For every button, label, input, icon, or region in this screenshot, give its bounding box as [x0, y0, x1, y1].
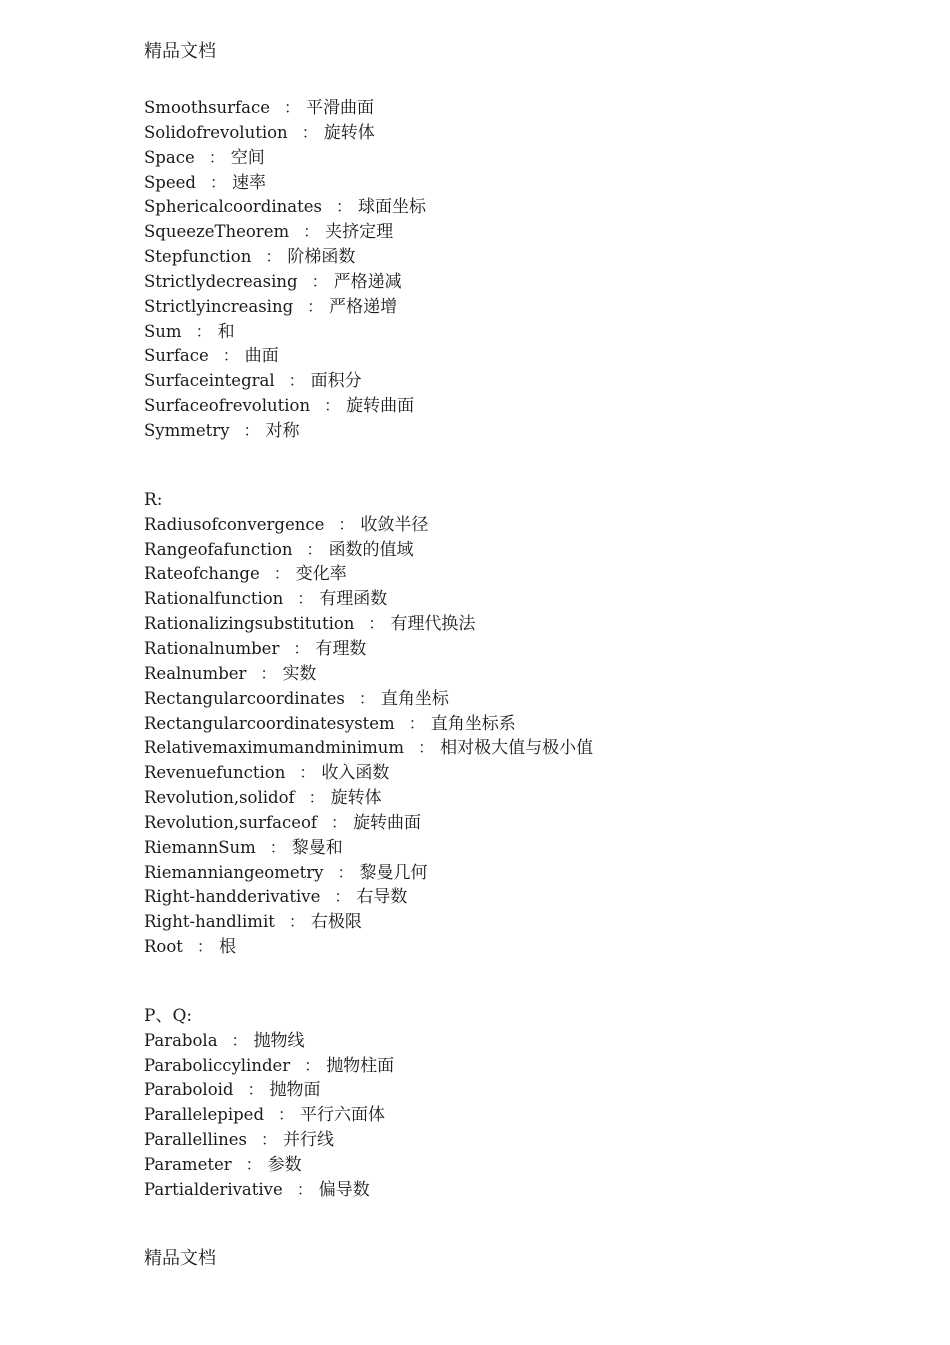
- entry-meaning: 速率: [231, 172, 266, 193]
- entry-separator: ：: [284, 98, 301, 117]
- entry-term: Symmetry: [144, 420, 230, 440]
- glossary-entry: [144, 761, 844, 786]
- glossary-entry: [144, 171, 844, 196]
- entry-separator: ：: [260, 663, 277, 683]
- entry-separator: ：: [222, 346, 239, 366]
- entry-meaning: 直角坐标系: [430, 713, 516, 734]
- section-title: P、Q:: [144, 1006, 193, 1026]
- entry-separator: ：: [296, 1179, 313, 1199]
- entry-term: Speed: [144, 172, 196, 192]
- entry-meaning: 并行线: [282, 1130, 334, 1151]
- entry-term: Surfaceofrevolution: [144, 396, 311, 416]
- glossary-entry: [144, 736, 844, 761]
- entry-separator: ：: [293, 639, 310, 659]
- entry-meaning: 函数的值域: [328, 539, 414, 560]
- entry-meaning: 有理代换法: [390, 614, 476, 635]
- entry-term: Rangeofafunction: [144, 539, 293, 559]
- glossary-entry: [144, 195, 844, 220]
- glossary-entry: [144, 587, 844, 612]
- entry-separator: ：: [231, 1030, 248, 1050]
- entry-separator: ：: [247, 1080, 264, 1100]
- glossary-section-pq: [144, 1004, 844, 1203]
- entry-term: RiemannSum: [144, 837, 256, 857]
- entry-term: Strictlyincreasing: [144, 296, 294, 316]
- glossary-entry: [144, 562, 844, 587]
- entry-separator: ：: [311, 271, 328, 291]
- glossary-entry: [144, 270, 844, 295]
- glossary-entry: [144, 712, 844, 737]
- glossary-entry: [144, 295, 844, 320]
- entry-term: Surfaceintegral: [144, 371, 275, 391]
- entry-term: Parallelepiped: [144, 1105, 265, 1125]
- entry-separator: ：: [337, 862, 354, 882]
- glossary-section-r: [144, 488, 844, 960]
- entry-meaning: 平行六面体: [300, 1105, 386, 1126]
- entry-meaning: 空间: [230, 147, 265, 168]
- glossary-entry: [144, 836, 844, 861]
- entry-separator: ：: [273, 564, 290, 584]
- entry-separator: ：: [418, 738, 435, 758]
- entry-meaning: 严格递增: [329, 296, 398, 317]
- glossary-entry: [144, 394, 844, 419]
- glossary-entry: [144, 121, 844, 146]
- glossary-entry: [144, 245, 844, 270]
- entry-meaning: 和: [217, 321, 235, 342]
- glossary-entry: [144, 687, 844, 712]
- entry-meaning: 黎曼几何: [359, 862, 428, 883]
- glossary-entry: [144, 1054, 844, 1079]
- entry-separator: ：: [297, 589, 314, 609]
- entry-meaning: 旋转体: [330, 788, 382, 809]
- entry-separator: ：: [260, 1130, 277, 1150]
- glossary-entry: [144, 811, 844, 836]
- entry-meaning: 黎曼和: [291, 837, 343, 858]
- entry-meaning: 旋转曲面: [346, 396, 415, 417]
- entry-meaning: 有理数: [315, 639, 367, 660]
- entry-term: Surface: [144, 346, 209, 366]
- entry-term: Sphericalcoordinates: [144, 197, 322, 217]
- entry-separator: ：: [245, 1155, 262, 1175]
- entry-term: Rateofchange: [144, 564, 260, 584]
- glossary-entry: [144, 513, 844, 538]
- entry-meaning: 抛物柱面: [326, 1055, 395, 1076]
- glossary-entry: [144, 538, 844, 563]
- glossary-entry: [144, 612, 844, 637]
- entry-separator: ：: [278, 1105, 295, 1125]
- glossary-entry: [144, 786, 844, 811]
- entry-separator: ：: [243, 420, 260, 440]
- entry-term: Strictlydecreasing: [144, 271, 298, 291]
- entry-meaning: 直角坐标: [380, 688, 449, 709]
- entry-separator: ：: [299, 763, 316, 783]
- entry-meaning: 平滑曲面: [306, 98, 375, 118]
- entry-separator: ：: [368, 614, 385, 634]
- entry-separator: ：: [269, 837, 286, 857]
- entry-separator: ：: [408, 713, 425, 733]
- glossary-entry: [144, 885, 844, 910]
- entry-meaning: 变化率: [295, 564, 347, 585]
- entry-meaning: 抛物线: [253, 1030, 305, 1051]
- entry-separator: ：: [335, 197, 352, 217]
- entry-term: Paraboloid: [144, 1080, 234, 1100]
- entry-meaning: 对称: [265, 420, 300, 441]
- entry-term: Rectangularcoordinates: [144, 688, 345, 708]
- entry-separator: ：: [303, 222, 320, 242]
- entry-term: Partialderivative: [144, 1179, 283, 1199]
- entry-term: Sum: [144, 321, 182, 341]
- glossary-entry: [144, 1103, 844, 1128]
- entry-separator: ：: [306, 539, 323, 559]
- entry-term: SqueezeTheorem: [144, 222, 290, 242]
- entry-term: Rectangularcoordinatesystem: [144, 713, 395, 733]
- glossary-entry: [144, 1178, 844, 1203]
- entry-meaning: 实数: [282, 663, 317, 684]
- entry-meaning: 夹挤定理: [325, 222, 394, 243]
- entry-meaning: 旋转曲面: [353, 812, 422, 833]
- entry-separator: ：: [301, 122, 318, 142]
- entry-term: Revolution,surfaceof: [144, 812, 318, 832]
- entry-separator: ：: [358, 688, 375, 708]
- entry-meaning: 抛物面: [269, 1080, 321, 1101]
- entry-separator: ：: [308, 788, 325, 808]
- entry-meaning: 曲面: [244, 346, 279, 367]
- entry-term: Realnumber: [144, 663, 247, 683]
- entry-meaning: 收入函数: [321, 763, 390, 784]
- entry-term: Revenuefunction: [144, 763, 286, 783]
- glossary-entry: [144, 320, 844, 345]
- entry-term: Riemanniangeometry: [144, 862, 324, 882]
- entry-separator: ：: [288, 912, 305, 932]
- entry-separator: ：: [265, 247, 282, 267]
- entry-meaning: 根: [218, 937, 236, 958]
- entry-term: Paraboliccylinder: [144, 1055, 291, 1075]
- entry-term: Stepfunction: [144, 247, 252, 267]
- glossary-entry: [144, 662, 844, 687]
- entry-term: Relativemaximumandminimum: [144, 738, 405, 758]
- page-header: 精品文档: [144, 41, 216, 62]
- entry-separator: ：: [208, 147, 225, 167]
- glossary-entry: [144, 344, 844, 369]
- entry-separator: ：: [324, 396, 341, 416]
- entry-term: Parameter: [144, 1155, 232, 1175]
- entry-separator: ：: [304, 1055, 321, 1075]
- glossary-entry: [144, 369, 844, 394]
- entry-term: Rationalizingsubstitution: [144, 614, 355, 634]
- entry-separator: ：: [338, 514, 355, 534]
- glossary-entry: [144, 935, 844, 960]
- entry-term: Radiusofconvergence: [144, 514, 325, 534]
- entry-meaning: 参数: [267, 1155, 302, 1176]
- glossary-entry: [144, 220, 844, 245]
- entry-term: Rationalnumber: [144, 639, 280, 659]
- entry-separator: ：: [196, 937, 213, 957]
- entry-term: Solidofrevolution: [144, 122, 288, 142]
- entry-meaning: 面积分: [310, 371, 362, 392]
- entry-meaning: 球面坐标: [357, 197, 426, 218]
- glossary-section-s: [144, 96, 844, 444]
- glossary-entry: [144, 146, 844, 171]
- page-footer: 精品文档: [144, 1248, 216, 1269]
- entry-term: Root: [144, 937, 183, 957]
- entry-term: Parabola: [144, 1030, 218, 1050]
- entry-meaning: 右极限: [310, 912, 362, 933]
- glossary-entry: [144, 1029, 844, 1054]
- entry-separator: ：: [209, 172, 226, 192]
- entry-separator: ：: [307, 296, 324, 316]
- entry-separator: ：: [288, 371, 305, 391]
- glossary-entry: [144, 1153, 844, 1178]
- entry-meaning: 阶梯函数: [287, 247, 356, 268]
- entry-meaning: 偏导数: [318, 1179, 370, 1200]
- glossary-entry: [144, 1078, 844, 1103]
- entry-term: Rationalfunction: [144, 589, 284, 609]
- entry-meaning: 有理函数: [319, 589, 388, 610]
- entry-separator: ：: [331, 812, 348, 832]
- entry-separator: ：: [195, 321, 212, 341]
- entry-meaning: 收敛半径: [360, 514, 429, 535]
- entry-meaning: 右导数: [356, 887, 408, 908]
- glossary-entry: [144, 419, 844, 444]
- entry-term: Right-handlimit: [144, 912, 275, 932]
- entry-meaning: 严格递减: [333, 271, 402, 292]
- section-title: R:: [144, 490, 163, 510]
- glossary-entry: [144, 910, 844, 935]
- entry-term: Space: [144, 147, 195, 167]
- entry-term: Smoothsurface: [144, 98, 271, 117]
- entry-term: Revolution,solidof: [144, 788, 295, 808]
- entry-term: Parallellines: [144, 1130, 247, 1150]
- entry-meaning: 旋转体: [323, 122, 375, 143]
- entry-separator: ：: [334, 887, 351, 907]
- glossary-entry: [144, 1128, 844, 1153]
- glossary-entry: [144, 637, 844, 662]
- entry-meaning: 相对极大值与极小值: [440, 738, 594, 759]
- glossary-entry: [144, 96, 844, 121]
- glossary-entry: [144, 861, 844, 886]
- entry-term: Right-handderivative: [144, 887, 321, 907]
